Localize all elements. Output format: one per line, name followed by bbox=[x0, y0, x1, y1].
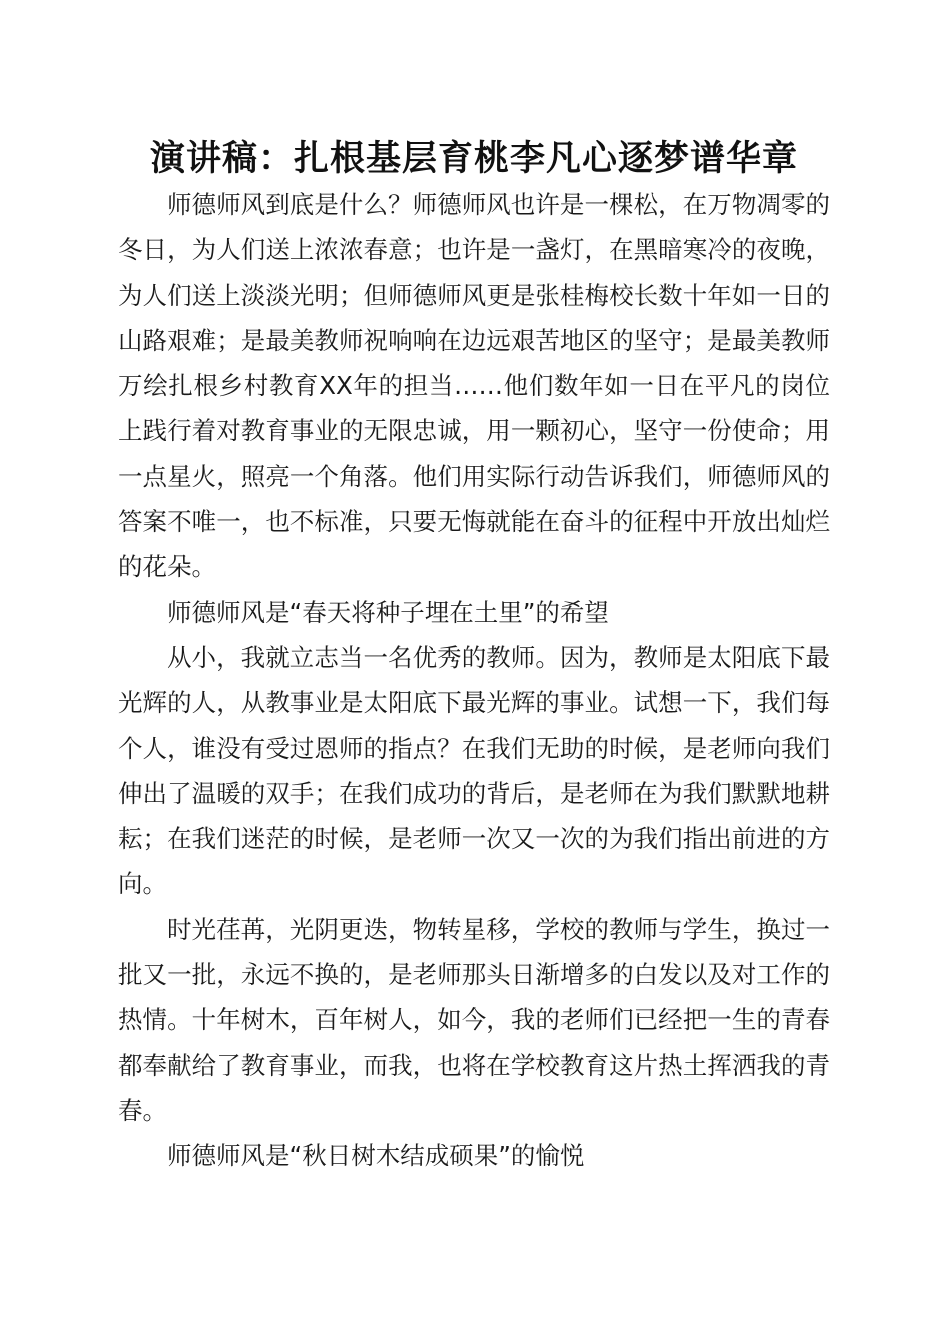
section-heading-spring: 师德师风是“春天将种子埋在土里”的希望 bbox=[167, 597, 609, 627]
paragraph-time: 时光荏苒，光阴更迭，物转星移，学校的教师与学生，换过一批又一批，永远不换的，是老师那头日渐增多的白发以及对工作的热情。十年树木，百年树人，如今，我的老师们已经把一生的青春都奉献给了教育事业，而我，也将在学校教育这片热土挥洒我的青春。 bbox=[118, 914, 830, 1125]
document-title: 演讲稿：扎根基层育桃李凡心逐梦谱华章 bbox=[149, 138, 798, 179]
section-heading-autumn: 师德师风是“秋日树木结成硕果”的愉悦 bbox=[167, 1141, 585, 1171]
paragraph-childhood: 从小，我就立志当一名优秀的教师。因为，教师是太阳底下最光辉的人，从教事业是太阳底下最光辉的事业。试想一下，我们每个人，谁没有受过恩师的指点？在我们无助的时候，是老师向我们伸出了温暖的双手；在我们成功的背后，是老师在为我们默默地耕耘；在我们迷茫的时候，是老师一次又一次的为我们指出前进的方向。 bbox=[118, 642, 830, 899]
paragraph-intro: 师德师风到底是什么？师德师风也许是一棵松，在万物凋零的冬日，为人们送上浓浓春意；也许是一盏灯，在黑暗寒冷的夜晚，为人们送上淡淡光明；但师德师风更是张桂梅校长数十年如一日的山路艰难；是最美教师祝响响在边远艰苦地区的坚守；是最美教师万绘扎根乡村教育XX年的担当……他们数年如一日在平凡的岗位上践行着对教育事业的无限忠诚，用一颗初心，坚守一份使命；用一点星火，照亮一个角落。他们用实际行动告诉我们，师德师风的答案不唯一，也不标准，只要无悔就能在奋斗的征程中开放出灿烂的花朵。 bbox=[118, 190, 830, 582]
document-body bbox=[118, 182, 830, 1179]
